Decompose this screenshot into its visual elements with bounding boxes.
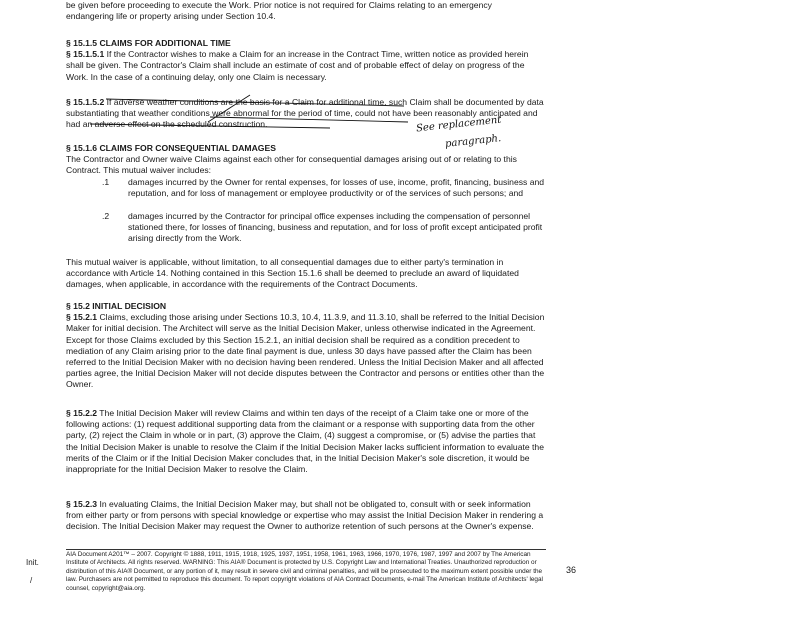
strike-line-1 [106,99,404,106]
page-number: 36 [566,565,577,575]
paragraph-text: In evaluating Claims, the Initial Decision Maker may, but shall not be obligated to, consult with or seek information from either party or from persons with special knowledge or expertise who may assist the Initial Decision Maker in rendering a decision. The Initial Decision Maker may request the Owner to authorize retention of such persons at the Owner's expense. [66,499,544,532]
top-line-1: be given before proceeding to execute the Work. Prior notice is not required for Claims relating to an emergency [66,0,492,10]
list-item-number: .1 [102,177,110,187]
top-line-2: endangering life or property arising under Section 10.4. [66,11,276,22]
section-heading: § 15.2 INITIAL DECISION [66,301,167,311]
paragraph-ref: § 15.2.2 [66,408,98,418]
list-item-number: .2 [102,211,110,221]
section-intro: The Contractor and Owner waive Claims against each other for consequential damages arising out of or relating to this Contract. This mutual waiver includes: [66,154,517,176]
initials-slash: / [30,576,33,585]
paragraph-ref: § 15.2.3 [66,499,98,509]
paragraph-text: If adverse weather conditions are the basis for a Claim for additional time, such Claim shall be documented by data substantiating that weather conditions were abnormal for the period of time, could not have been reasonably anticipated and had an adverse effect on the scheduled construction. [66,97,544,130]
strike-line-3 [90,124,330,128]
paragraph-ref: § 15.2.1 [66,312,98,323]
handwritten-note-line-2: paragraph. [444,133,502,150]
copyright-footer: AIA Document A201™ – 2007. Copyright © 1888, 1911, 1915, 1918, 1925, 1937, 1951, 1958, 1961, 1963, 1966, 1970, 1976, 1987, 1997 and 2007 by The American Institute of Architects. All rights reserved. WARNING: This AIA® Document is protected by U.S. Copyright Law and International Treaties. Unauthorized reproduction or distribution of this AIA® Document, or any portion of it, may result in severe civil and criminal penalties, and will be prosecuted to the maximum extent possible under the law. Purchasers are not permitted to reproduce this document. To report copyright violations of AIA Contract Documents, e-mail The American Institute of Architects' legal counsel, copyright@aia.org. [66,551,543,592]
paragraph-text: Claims, excluding those arising under Sections 10.3, 10.4, 11.3.9, and 11.3.10, shall be referred to the Initial Decision Maker for initial decision. The Architect will serve as the Initial Decision Maker, unless otherwise indicated in the Agreement. Except for those Claims excluded by this Section 15.2.1, an initial decision shall be required as a condition precedent to mediation of any Claim arising prior to the date final payment is due, unless 30 days have passed after the Claim has been referred to the Initial Decision Maker with no decision having been rendered. Unless the Initial Decision Maker and all affected parties agree, the Initial Decision Maker will not decide disputes between the Contractor and persons or entities other than the Owner. [66,312,545,390]
paragraph-ref: § 15.1.5.1 [66,49,105,60]
list-item-text: damages incurred by the Contractor for principal office expenses including the compensation of personnel stationed there, for losses of financing, business and reputation, and for loss of profit except anticipated profit arising directly from the Work. [128,211,543,244]
strike-line-2 [210,117,408,122]
initials-label: Init. [26,558,39,567]
waiver-closing-paragraph: This mutual waiver is applicable, without limitation, to all consequential damages due to either party's termination in accordance with Article 14. Nothing contained in this Section 15.1.6 shall be deemed to preclude an award of liquidated damages, when applicable, in accordance with the requirements of the Contract Documents. [66,257,519,290]
handwritten-note-line-1: See replacement [415,114,502,135]
section-heading: § 15.1.6 CLAIMS FOR CONSEQUENTIAL DAMAGES [66,143,276,153]
section-heading: § 15.1.5 CLAIMS FOR ADDITIONAL TIME [66,38,231,48]
paragraph-text: The Initial Decision Maker will review Claims and within ten days of the receipt of a Claim take one or more of the following actions: (1) request additional supporting data from the claimant or a response with supporting data from the other party, (2) reject the Claim in whole or in part, (3) approve the Claim, (4) suggest a compromise, or (5) advise the parties that the Initial Decision Maker is unable to resolve the Claim if the Initial Decision Maker lacks sufficient information to evaluate the merits of the Claim or if the Initial Decision Maker concludes that, in the Initial Decision Maker's sole discretion, it would be inappropriate for the Initial Decision Maker to resolve the Claim. [66,408,544,475]
paragraph-text: If the Contractor wishes to make a Claim for an increase in the Contract Time, written notice as provided herein shall be given. The Contractor's Claim shall include an estimate of cost and of probable effect of delay on progress of the Work. In the case of a continuing delay, only one Claim is necessary. [66,49,529,82]
paragraph-ref: § 15.1.5.2 [66,97,105,107]
list-item-text: damages incurred by the Owner for rental expenses, for losses of use, income, profit, financing, business and reputation, and for loss of management or employee productivity or of the services of such persons; and [128,177,545,199]
